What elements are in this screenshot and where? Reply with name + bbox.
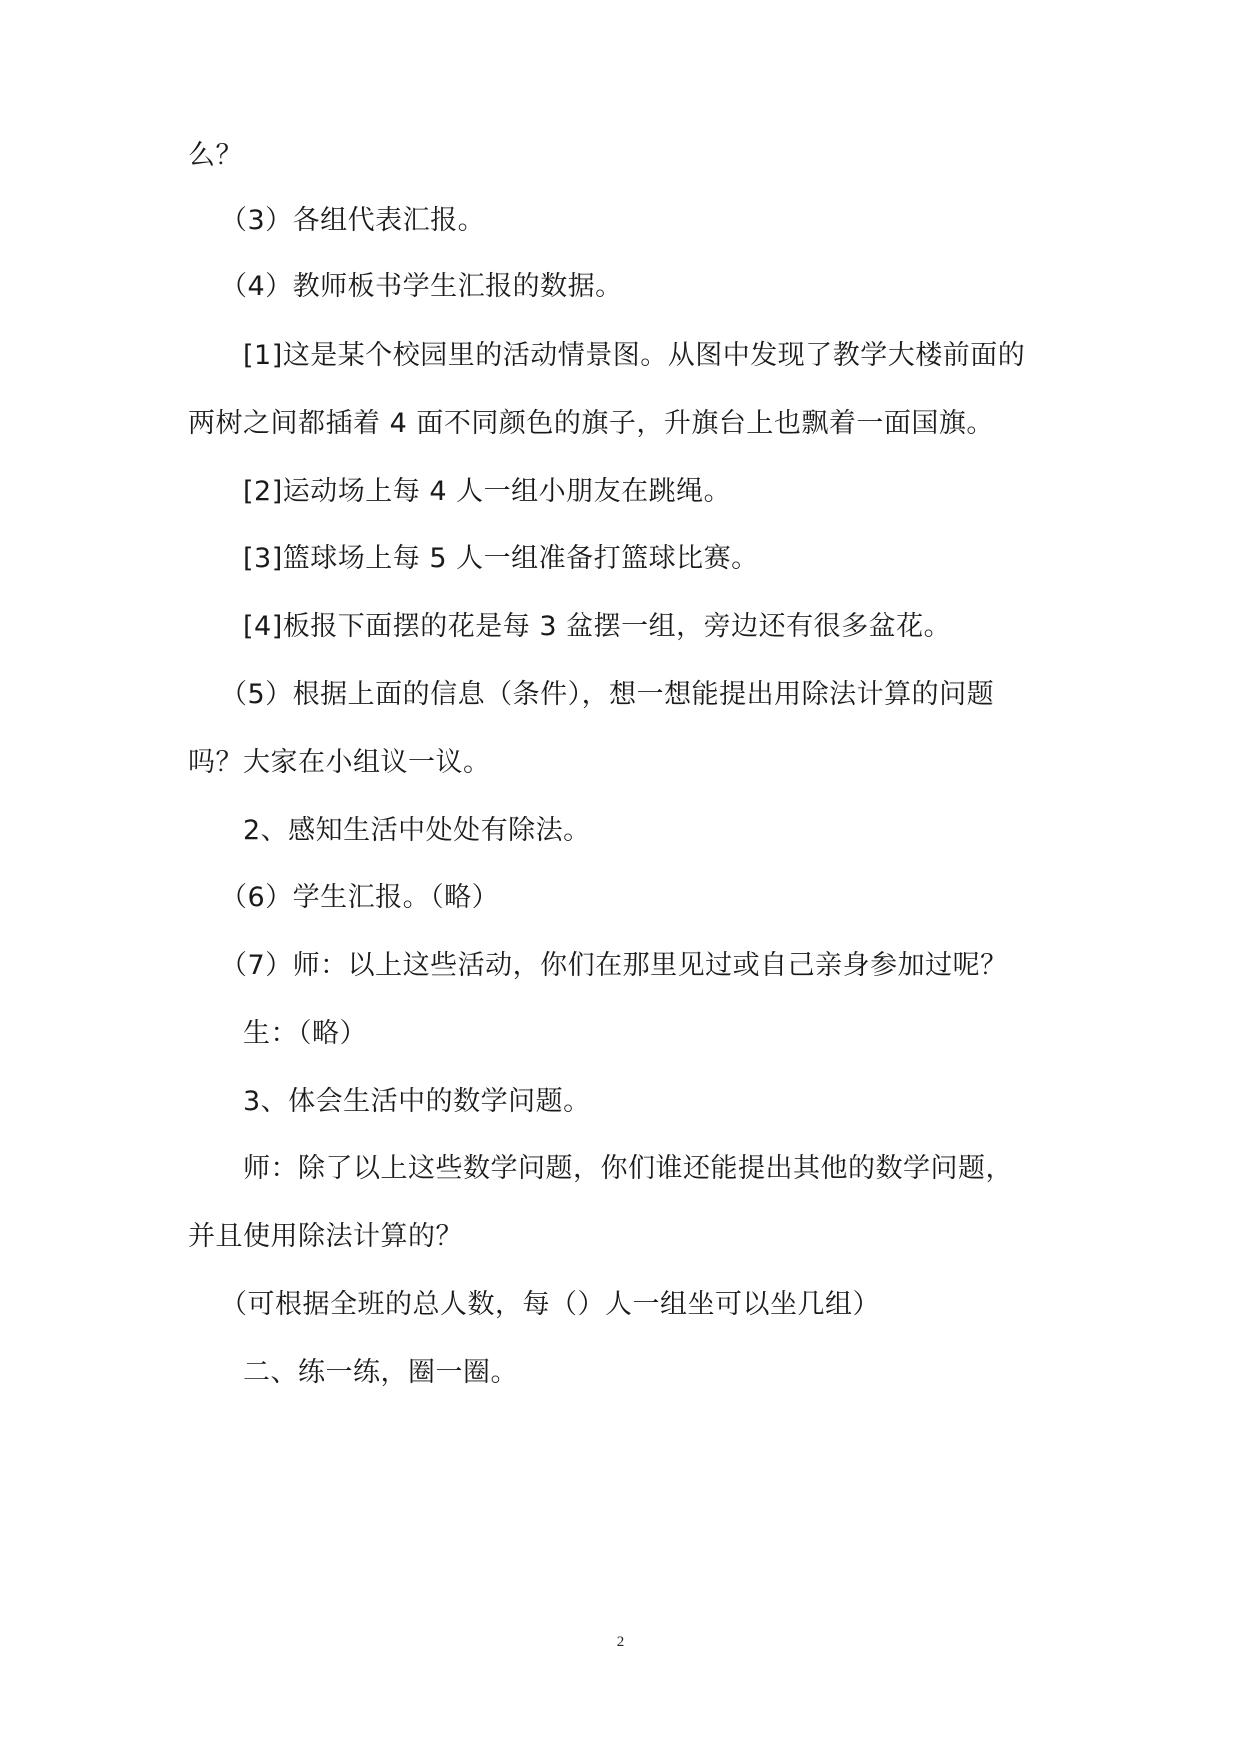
text-line-step-5-cont: 吗？大家在小组议一议。	[188, 747, 491, 778]
text-line-step-6: （6）学生汇报。（略）	[220, 882, 500, 913]
text-line-item-4: [4]板报下面摆的花是每 3 盆摆一组，旁边还有很多盆花。	[243, 611, 952, 642]
text-line-step-7: （7）师：以上这些活动，你们在那里见过或自己亲身参加过呢？	[220, 950, 1008, 981]
text-line-step-5: （5）根据上面的信息（条件），想一想能提出用除法计算的问题	[220, 679, 995, 710]
text-line-student-answer: 生：（略）	[243, 1018, 367, 1049]
text-line-teacher-question: 师：除了以上这些数学问题，你们谁还能提出其他的数学问题，	[243, 1153, 1013, 1184]
text-line-note: （可根据全班的总人数，每（）人一组坐可以坐几组）	[220, 1289, 880, 1320]
text-line-teacher-question-cont: 并且使用除法计算的？	[188, 1221, 463, 1252]
text-line-item-3: [3]篮球场上每 5 人一组准备打篮球比赛。	[243, 543, 759, 574]
text-line-step-4: （4）教师板书学生汇报的数据。	[220, 271, 623, 302]
text-line-section-3: 3、体会生活中的数学问题。	[243, 1086, 591, 1117]
text-line-part-2: 二、练一练，圈一圈。	[243, 1357, 518, 1388]
text-line-step-3: （3）各组代表汇报。	[220, 205, 486, 236]
text-line-continuation: 么？	[188, 140, 243, 171]
text-line-item-1-cont: 两树之间都插着 4 面不同颜色的旗子，升旗台上也飘着一面国旗。	[188, 408, 994, 439]
text-line-item-2: [2]运动场上每 4 人一组小朋友在跳绳。	[243, 476, 732, 507]
text-line-section-2: 2、感知生活中处处有除法。	[243, 815, 591, 846]
page-number: 2	[616, 1634, 625, 1650]
text-line-item-1: [1]这是某个校园里的活动情景图。从图中发现了教学大楼前面的	[243, 340, 1026, 371]
